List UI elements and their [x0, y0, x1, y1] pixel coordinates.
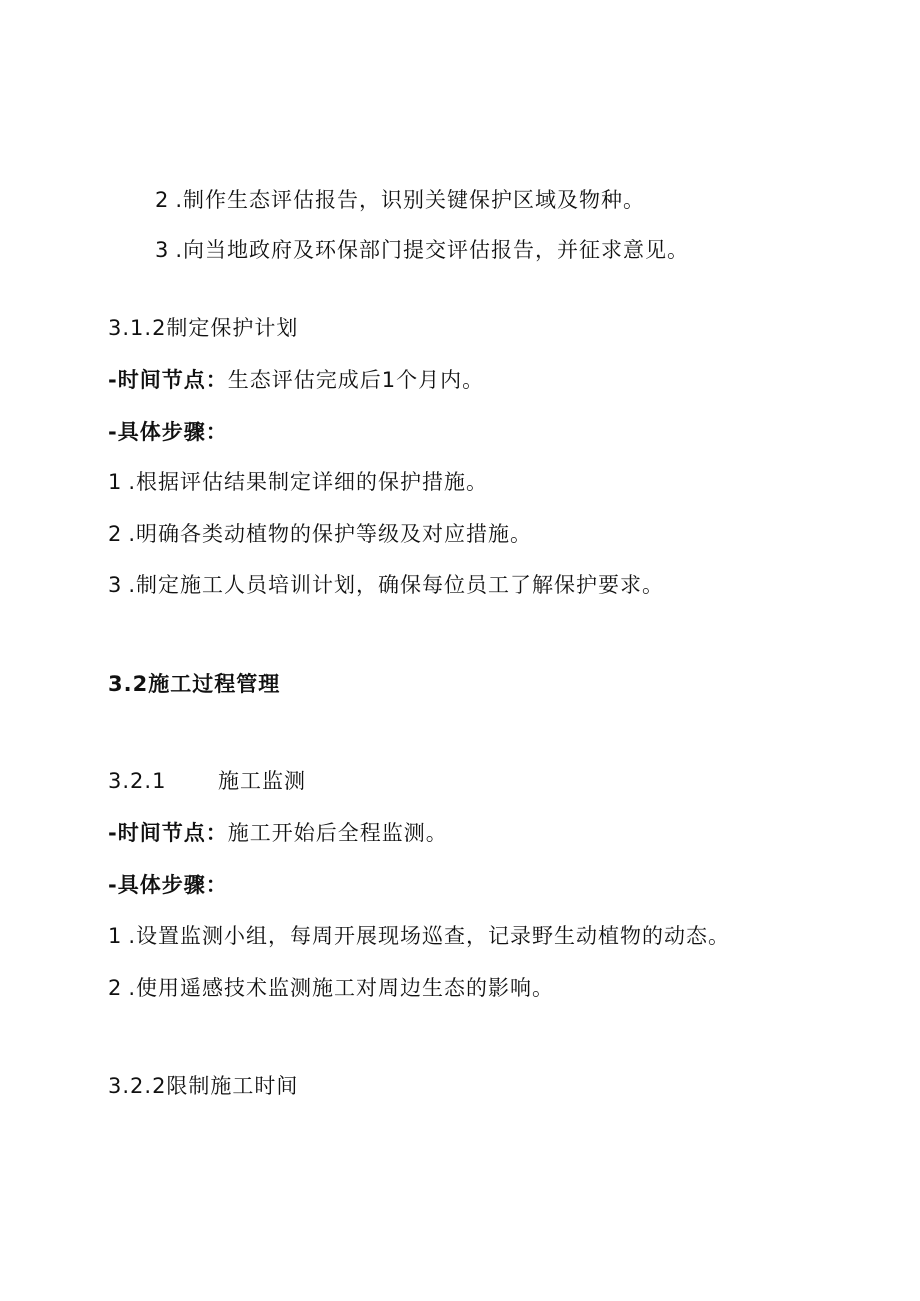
section-title: 施工监测 [218, 769, 306, 793]
time-node-value: 施工开始后全程监测。 [227, 821, 448, 845]
list-item-text: .设置监测小组，每周开展现场巡查，记录野生动植物的动态。 [128, 924, 731, 948]
list-item-number: 2 [155, 188, 170, 212]
list-item-text: .明确各类动植物的保护等级及对应措施。 [128, 522, 533, 546]
list-item-number: 3 [155, 238, 170, 262]
time-node-label: -时间节点： [108, 368, 228, 392]
list-item-text: .向当地政府及环保部门提交评估报告，并征求意见。 [175, 238, 690, 262]
steps-label: -具体步骤： [108, 420, 228, 444]
time-node-label: -时间节点： [108, 821, 228, 845]
list-item-number: 2 [108, 976, 123, 1000]
list-item-text: .根据评估结果制定详细的保护措施。 [128, 470, 489, 494]
list-item-text: .制作生态评估报告，识别关键保护区域及物种。 [175, 188, 646, 212]
list-item-number: 1 [108, 470, 123, 494]
steps-label: -具体步骤： [108, 873, 228, 897]
list-item [108, 923, 730, 949]
time-node-value: 生态评估完成后1个月内。 [227, 368, 485, 392]
list-item-text: .制定施工人员培训计划，确保每位员工了解保护要求。 [128, 573, 665, 597]
list-item-number: 3 [108, 573, 123, 597]
section-heading-3-2-1 [108, 768, 306, 794]
list-item-text: .使用遥感技术监测施工对周边生态的影响。 [128, 976, 555, 1000]
list-item [108, 572, 664, 598]
list-item [155, 237, 689, 263]
list-item-number: 1 [108, 924, 123, 948]
list-item [108, 975, 554, 1001]
list-item [108, 469, 488, 495]
section-heading-3-2: 3.2施工过程管理 [108, 672, 281, 696]
section-number: 3.2.1 [108, 769, 167, 793]
time-node-line [108, 820, 448, 846]
section-heading-3-2-2: 3.2.2限制施工时间 [108, 1074, 299, 1098]
list-item [155, 187, 645, 213]
list-item-number: 2 [108, 522, 123, 546]
time-node-line [108, 367, 484, 393]
section-heading-3-1-2: 3.1.2制定保护计划 [108, 316, 299, 340]
list-item [108, 521, 532, 547]
